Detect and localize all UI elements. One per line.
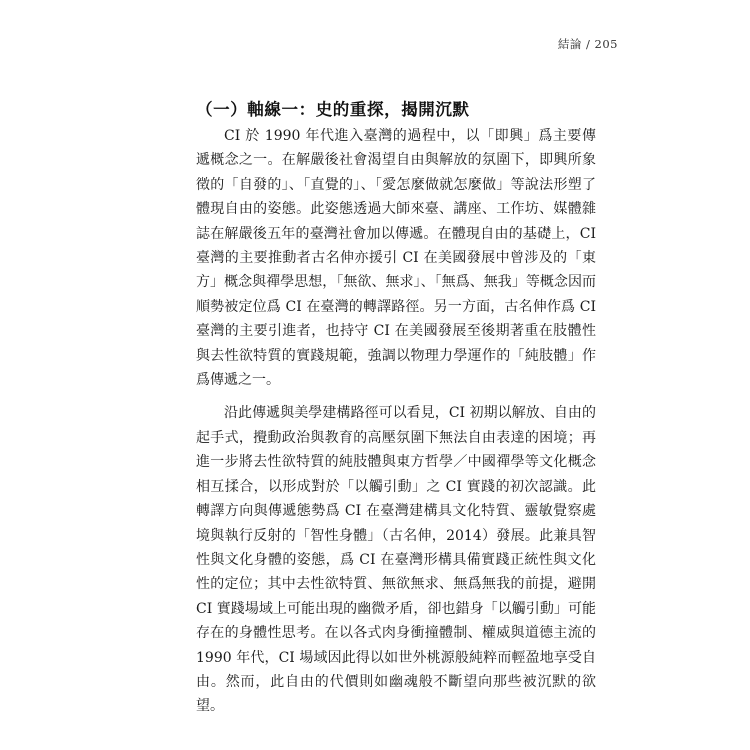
body-text: [196, 124, 596, 719]
section-title: （一）軸線一：史的重探，揭開沉默: [196, 100, 470, 119]
paragraph-2: 沿此傳遞與美學建構路徑可以看見，CI 初期以解放、自由的起手式，攪動政治與教育的高壓氛圍下無法自由表達的困境；再進一步將去性欲特質的純肢體與東方哲學／中國禪學等文化概念相互揉合，以形成對於「以觸引動」之 CI 實踐的初次認識。此轉譯方向與傳遞態勢爲 CI 在臺灣建構具文化特質、靈敏覺察處境與執行反射的「智性身體」（古名伸，2014）發展。此兼具智性與文化身體的姿態，爲 CI 在臺灣形構具備實踐正統性與文化性的定位；其中去性欲特質、無欲無求、無爲無我的前提，避開 CI 實踐場域上可能出現的幽微矛盾，卻也錯身「以觸引動」可能存在的身體性思考。在以各式肉身衝撞體制、權威與道德主流的 1990 年代，CI 場域因此得以如世外桃源般純粹而輕盈地享受自由。然而，此自由的代價則如幽魂般不斷望向那些被沉默的欲望。: [196, 405, 596, 715]
running-head: 結論 / 205: [557, 37, 618, 51]
paragraph-1: CI 於 1990 年代進入臺灣的過程中，以「即興」爲主要傳遞概念之一。在解嚴後社會渴望自由與解放的氛圍下，即興所象徵的「自發的」、「直覺的」、「愛怎麼做就怎麼做」等說法形塑了體現自由的姿態。此姿態透過大師來臺、講座、工作坊、媒體雜誌在解嚴後五年的臺灣社會加以傳遞。在體現自由的基礎上，CI 臺灣的主要推動者古名伸亦援引 CI 在美國發展中曾涉及的「東方」概念與禪學思想，「無欲、無求」、「無爲、無我」等概念因而順勢被定位爲 CI 在臺灣的轉譯路徑。另一方面，古名伸作爲 CI 臺灣的主要引進者，也持守 CI 在美國發展至後期著重在肢體性與去性欲特質的實踐規範，強調以物理力學運作的「純肢體」作爲傳遞之一。: [196, 128, 596, 389]
